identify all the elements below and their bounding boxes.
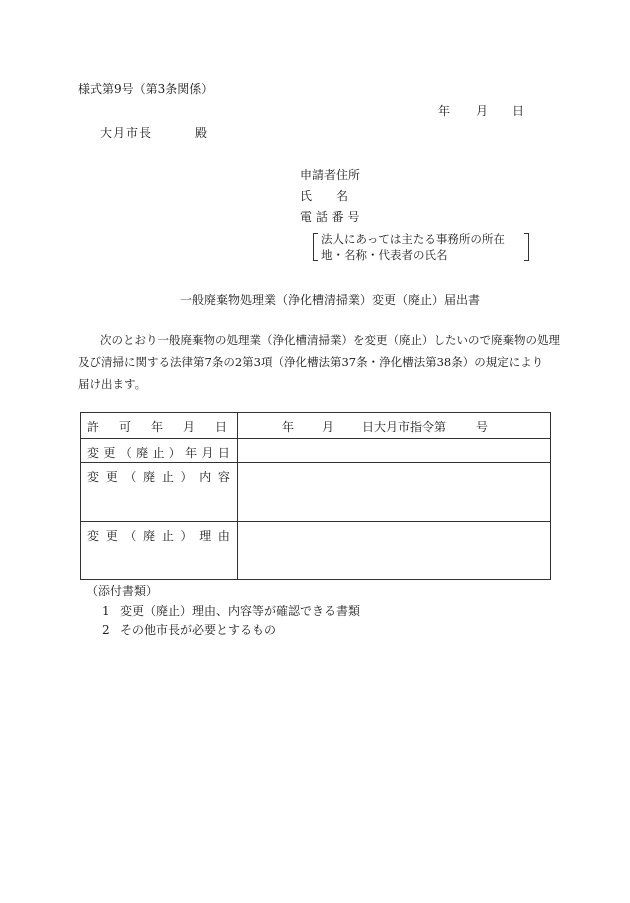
form-number: 様式第9号（第3条関係） <box>78 82 214 96</box>
permit-label-char: 許 <box>87 420 100 434</box>
date-month-label: 月 <box>476 104 489 118</box>
change-reason-char: ） <box>180 529 193 543</box>
change-date-char: 止 <box>152 446 165 460</box>
change-content-char: 変 <box>87 470 100 484</box>
change-reason-char: 由 <box>217 529 230 543</box>
left-bracket <box>313 233 318 261</box>
attachment-item-1-text: 変更（廃止）理由、内容等が確認できる書類 <box>120 604 361 618</box>
applicant-name-label: 氏 名 <box>300 189 349 203</box>
change-date-value[interactable] <box>238 439 551 463</box>
permit-date-value[interactable] <box>238 413 551 439</box>
addressee-name: 大月市長 <box>100 126 153 140</box>
change-content-char: ） <box>180 470 193 484</box>
change-reason-char: 廃 <box>143 529 156 543</box>
body-line-3: 届け出ます。 <box>78 377 147 391</box>
applicant-address-label: 申請者住所 <box>300 168 361 182</box>
change-date-char: 日 <box>217 446 230 460</box>
body-paragraph <box>78 329 558 395</box>
change-reason-char: 変 <box>87 529 100 543</box>
row-change-date <box>81 439 551 463</box>
date-year-label: 年 <box>438 104 451 118</box>
permit-month: 月 <box>322 420 335 434</box>
change-content-char: （ <box>124 470 137 484</box>
permit-label-char: 月 <box>182 420 195 434</box>
permit-label-char: 可 <box>118 420 131 434</box>
change-content-char: 内 <box>199 470 212 484</box>
row-permit-date <box>81 413 551 439</box>
change-content-char: 容 <box>217 470 230 484</box>
change-date-char: 月 <box>201 446 214 460</box>
corporate-note-line1: 法人にあっては主たる事務所の所在 <box>321 232 505 246</box>
change-content-char: 廃 <box>143 470 156 484</box>
change-date-char: 更 <box>103 446 116 460</box>
change-content-char: 止 <box>161 470 174 484</box>
addressee-honorific: 殿 <box>195 126 208 140</box>
change-reason-label <box>81 522 238 580</box>
change-reason-char: 止 <box>161 529 174 543</box>
change-content-value[interactable] <box>238 463 551 522</box>
applicant-phone-label: 電 話 番 号 <box>300 210 360 224</box>
date-day-label: 日 <box>512 104 525 118</box>
form-table <box>80 412 551 580</box>
change-reason-char: （ <box>124 529 137 543</box>
change-reason-char: 更 <box>105 529 118 543</box>
right-bracket <box>524 233 529 261</box>
change-date-char: 年 <box>185 446 198 460</box>
change-date-char: ） <box>168 446 181 460</box>
corporate-note-line2: 地・名称・代表者の氏名 <box>321 248 448 262</box>
row-change-reason <box>81 522 551 580</box>
change-date-label <box>81 439 238 463</box>
attachments-heading: （添付書類） <box>86 584 159 598</box>
permit-day-prefix: 日大月市指令第 <box>362 420 447 434</box>
change-content-label <box>81 463 238 522</box>
permit-date-label <box>81 413 238 439</box>
document-title: 一般廃棄物処理業（浄化槽清掃業）変更（廃止）届出書 <box>180 293 481 307</box>
body-line-1: 次のとおり一般廃棄物の処理業（浄化槽清掃業）を変更（廃止）したいので廃棄物の処理 <box>100 333 560 347</box>
change-date-char: （ <box>119 446 132 460</box>
change-content-char: 更 <box>105 470 118 484</box>
permit-number-suffix: 号 <box>476 420 489 434</box>
change-reason-char: 理 <box>199 529 212 543</box>
permit-label-char: 日 <box>214 420 227 434</box>
attachment-item-2-num: 2 <box>102 623 110 637</box>
attachment-item-1-num: 1 <box>102 604 110 618</box>
change-date-char: 廃 <box>136 446 149 460</box>
change-date-char: 変 <box>87 446 100 460</box>
permit-year: 年 <box>282 420 295 434</box>
row-change-content <box>81 463 551 522</box>
permit-label-char: 年 <box>150 420 163 434</box>
attachment-item-2-text: その他市長が必要とするもの <box>120 623 277 637</box>
body-line-2: 及び清掃に関する法律第7条の2第3項（浄化槽法第37条・浄化槽法第38条）の規定により <box>78 355 544 369</box>
change-reason-value[interactable] <box>238 522 551 580</box>
